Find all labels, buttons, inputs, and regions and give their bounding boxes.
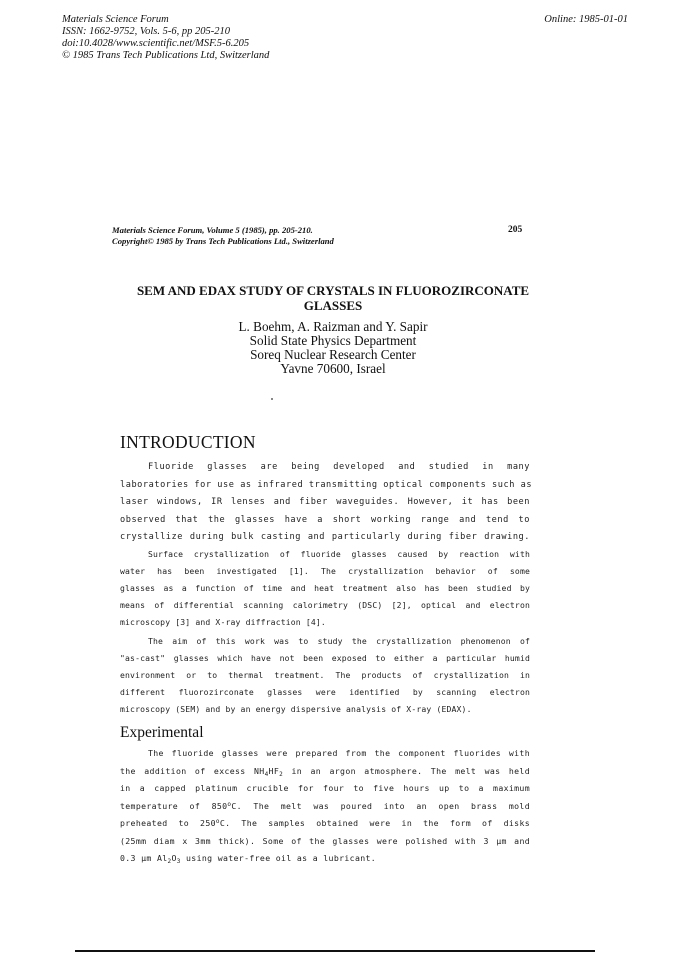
text-line: microscopy (SEM) and by an energy dispersive analysis of X-ray (EDAX). (120, 704, 472, 714)
header-journal-line: Materials Science Forum (62, 14, 169, 25)
footer-rule (75, 950, 595, 952)
text-fragment: preheated to 250 (120, 818, 216, 828)
text-line: different fluorozirconate glasses were identified by scanning electron (120, 687, 530, 697)
intro-paragraph-3 (120, 633, 530, 718)
text-line: observed that the glasses have a short working range and tend to (120, 514, 530, 525)
affiliation-center: Soreq Nuclear Research Center (250, 347, 416, 362)
text-fragment: C. The melt was poured into an open brass mold (231, 800, 530, 811)
subscript: 2 (167, 858, 172, 865)
text-fragment: HF (268, 765, 280, 776)
authors: L. Boehm, A. Raizman and Y. Sapir (238, 319, 428, 334)
text-line (120, 798, 530, 816)
author-block (100, 320, 566, 376)
subscript: 4 (264, 770, 269, 778)
experimental-paragraph (120, 745, 530, 868)
text-line: water has been investigated [1]. The crystallization behavior of some (120, 566, 530, 576)
title-line: SEM AND EDAX STUDY OF CRYSTALS IN FLUOROZIRCONATE (136, 283, 530, 298)
text-line: laser windows, IR lenses and fiber waveguides. However, it has been (120, 497, 530, 508)
text-line: The fluoride glasses were prepared from the component fluorides with (148, 748, 530, 758)
superscript: o (215, 818, 220, 825)
text-line: Surface crystallization of fluoride glasses caused by reaction with (148, 549, 530, 559)
section-heading-experimental: Experimental (120, 724, 204, 741)
intro-paragraph-1 (120, 459, 533, 547)
text-fragment: O (171, 853, 177, 863)
online-date: Online: 1985-01-01 (544, 14, 628, 25)
text-fragment: in an argon atmosphere. The melt was held (283, 765, 530, 776)
text-line: glasses as a function of time and heat treatment also has been studied by (120, 583, 530, 593)
header-copyright-line: © 1985 Trans Tech Publications Ltd, Switzerland (62, 50, 270, 61)
text-line: (25mm diam x 3mm thick). Some of the glasses were polished with 3 μm and (120, 835, 530, 846)
text-line (120, 763, 530, 781)
superscript: o (227, 800, 232, 808)
header-issn-line: ISSN: 1662-9752, Vols. 5-6, pp 205-210 (62, 26, 230, 37)
scan-speck (271, 398, 273, 400)
header-doi-line: doi:10.4028/www.scientific.net/MSF.5-6.205 (62, 38, 250, 49)
text-line: crystallize during bulk casting and particularly during fiber drawing. (120, 532, 530, 543)
subscript: 2 (279, 770, 284, 778)
subscript: 3 (176, 858, 181, 865)
text-line: in a capped platinum crucible for four to five hours up to a maximum (120, 783, 530, 793)
text-line: microscopy [3] and X-ray diffraction [4]. (120, 617, 326, 627)
affiliation-city: Yavne 70600, Israel (280, 361, 386, 376)
journal-copyright: Copyright© 1985 by Trans Tech Publications Ltd., Switzerland (112, 236, 334, 246)
text-fragment: the addition of excess NH (120, 765, 265, 776)
intro-paragraph-2 (120, 546, 530, 631)
text-line: laboratories for use as infrared transmitting optical components such as (120, 479, 533, 490)
text-line (120, 850, 530, 868)
text-fragment: C. The samples obtained were in the form of disks (219, 818, 531, 828)
text-line: The aim of this work was to study the crystallization phenomenon of (148, 636, 530, 646)
publisher-header (62, 14, 269, 62)
text-line (120, 815, 530, 833)
text-fragment: using water-free oil as a lubricant. (180, 853, 377, 863)
journal-citation: Materials Science Forum, Volume 5 (1985), pp. 205-210. (112, 225, 313, 235)
text-line: environment or to thermal treatment. The products of crystallization in (120, 670, 530, 680)
section-heading-introduction: INTRODUCTION (120, 432, 256, 452)
journal-citation-block (112, 225, 334, 247)
affiliation-dept: Solid State Physics Department (249, 333, 417, 348)
text-fragment: temperature of 850 (120, 800, 228, 811)
page-number: 205 (508, 225, 523, 235)
text-line: "as-cast" glasses which have not been exposed to either a particular humid (120, 653, 530, 663)
text-fragment: 0.3 μm Al (120, 853, 168, 863)
text-line: Fluoride glasses are being developed and studied in many (148, 462, 530, 472)
title-line: GLASSES (303, 298, 363, 313)
paper-title (100, 283, 566, 313)
text-line: means of differential scanning calorimetry (DSC) [2], optical and electron (120, 600, 530, 610)
